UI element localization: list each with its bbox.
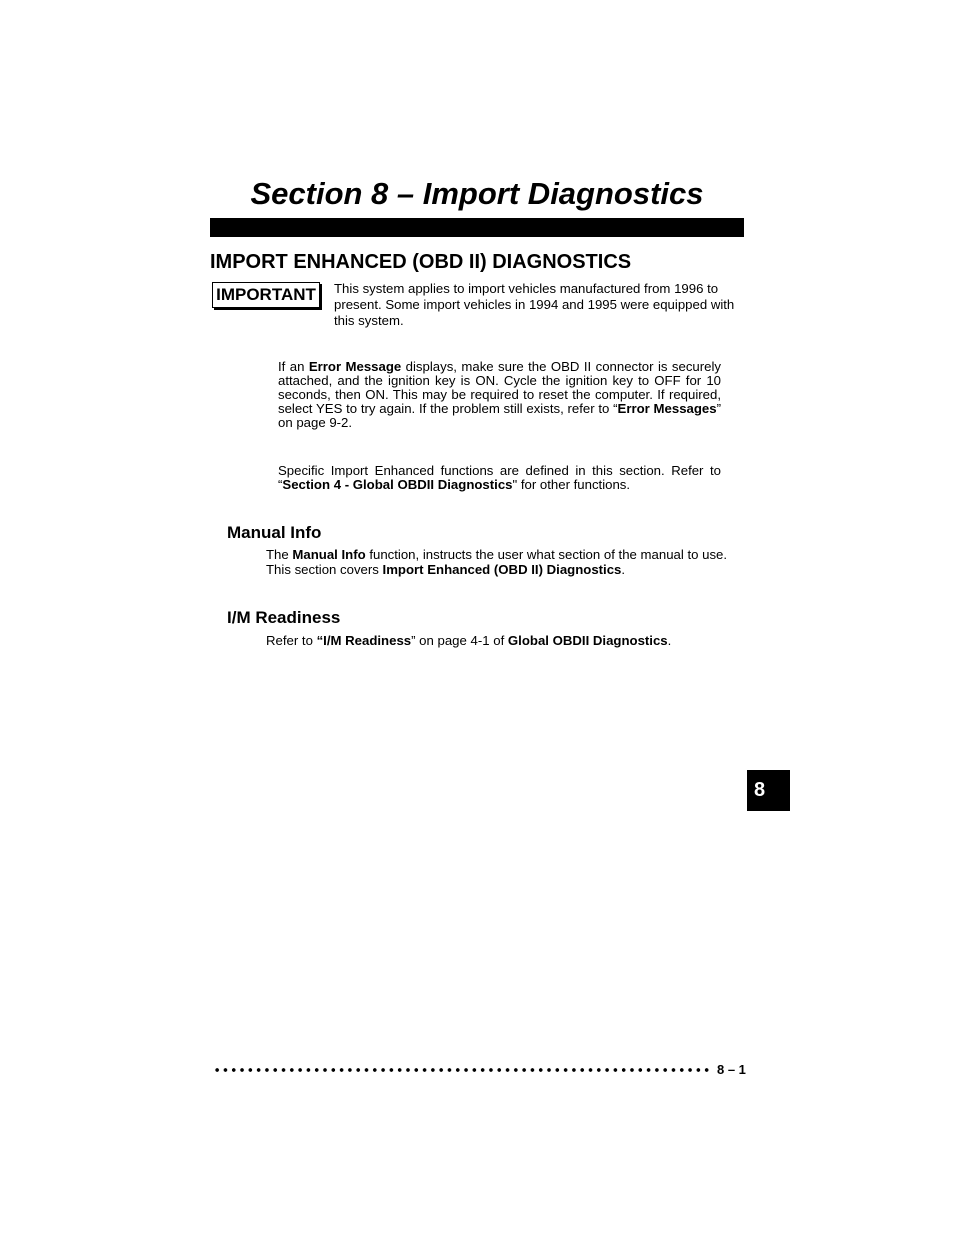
- text-run: Specific Import Enhanced functions are defined in this section. Refer to “: [278, 463, 721, 492]
- text-run: Refer to: [266, 633, 317, 648]
- bold-run: Manual Info: [292, 547, 366, 562]
- title-underline-bar: [210, 218, 744, 237]
- important-note-text: This system applies to import vehicles manufactured from 1996 to present. Some import vehicles in 1994 and 1995 were equipped with this system.: [334, 281, 735, 328]
- section-tab: 8: [747, 770, 790, 811]
- footer-dotted-rule: [213, 1067, 710, 1073]
- text-run: displays, make sure the OBD II connector is securely attached, and the ignition key is ON. Cycle the ignition key to OFF for 10 seconds, then ON. This may be required to reset the computer. If required, select YES to try again. If the problem still exists, refer to “: [278, 359, 722, 416]
- text-run: " for other functions.: [512, 477, 631, 492]
- text-run: The: [266, 547, 293, 562]
- page-number: 8 – 1: [717, 1062, 746, 1077]
- text-run: ” on page 9-2.: [278, 401, 721, 430]
- text-run: If an: [278, 359, 309, 374]
- text-run: function, instructs the user what section of the manual to use. This section covers: [266, 547, 728, 577]
- main-heading: IMPORT ENHANCED (OBD II) DIAGNOSTICS: [210, 251, 632, 273]
- bold-run: Error Message: [308, 359, 402, 374]
- bold-run: “I/M Readiness: [316, 633, 412, 648]
- error-message-note: [278, 360, 721, 430]
- text-run: ” on page 4-1 of: [411, 633, 508, 648]
- bold-run: Import Enhanced (OBD II) Diagnostics: [382, 562, 622, 577]
- bold-run: Section 4 - Global OBDII Diagnostics: [282, 477, 513, 492]
- section-title: Section 8 – Import Diagnostics: [250, 176, 704, 211]
- bold-run: Error Messages: [617, 401, 717, 416]
- manual-info-text: [266, 547, 746, 577]
- manual-info-heading: Manual Info: [227, 523, 322, 542]
- text-run: .: [621, 562, 626, 577]
- im-readiness-text: [266, 633, 746, 648]
- text-run: .: [667, 633, 672, 648]
- bold-run: Global OBDII Diagnostics: [507, 633, 668, 648]
- im-readiness-heading: I/M Readiness: [227, 608, 341, 627]
- important-badge: IMPORTANT: [212, 282, 320, 308]
- functions-note: [278, 464, 721, 492]
